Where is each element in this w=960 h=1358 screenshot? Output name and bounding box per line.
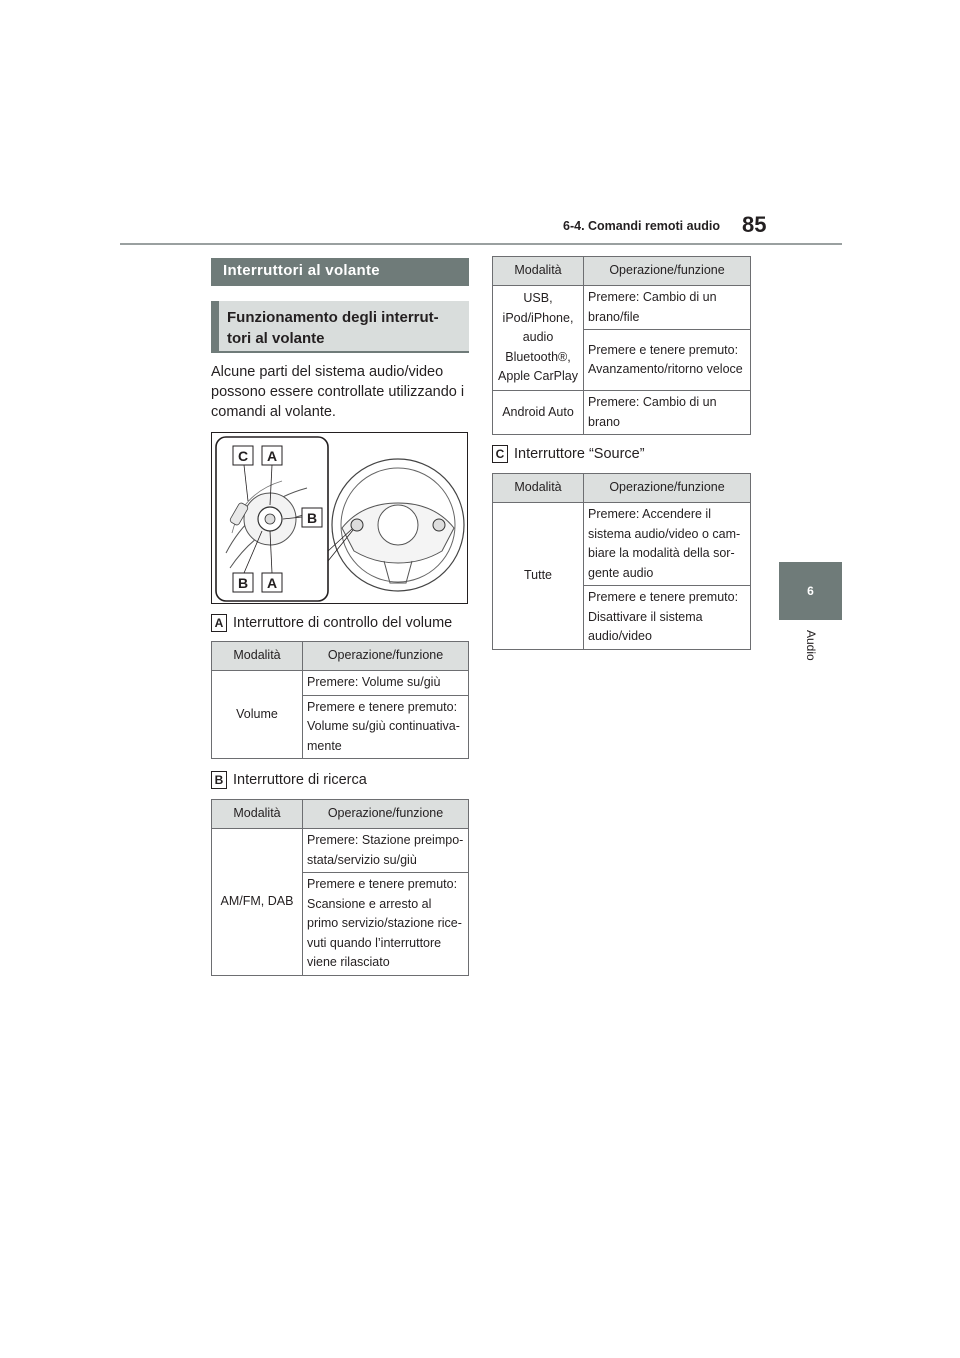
badge-c: C [492,445,508,463]
svg-text:B: B [237,575,249,591]
column-header-operation: Operazione/funzione [584,474,751,503]
chapter-tab: 6 [779,562,842,620]
column-header-operation: Operazione/funzione [303,800,469,829]
badge-b: B [211,771,227,789]
label-b-bottom [233,573,253,592]
mode-cell: Tutte [493,503,584,650]
main-heading: Interruttori al volante [211,258,469,286]
mode-cell: Android Auto [493,391,584,435]
chapter-label [779,630,842,690]
steering-wheel [328,459,464,591]
svg-text:A: A [266,575,278,591]
sub-heading: Funzionamento degli interrut-tori al volante [211,301,469,353]
section-title: 6-4. Comandi remoti audio [563,219,720,233]
operation-cell: Premere: Volume su/giù [303,671,469,696]
svg-text:A: A [266,448,278,464]
column-header-operation: Operazione/funzione [584,257,751,286]
intro-paragraph: Alcune parti del sistema audio/video possono essere controllate utilizzando i comandi al volante. [211,364,465,420]
badge-a: A [211,614,227,632]
steering-wheel-illustration [211,432,468,604]
chapter-label-text: Audio [803,630,818,661]
column-header-operation: Operazione/funzione [303,642,469,671]
label-c [233,446,253,465]
operation-cell: Premere e tenere premuto: Scansione e arresto al primo servizio/stazione rice-vuti quando l’interruttore viene rilasciato [303,873,469,976]
caption-search-switch [211,771,367,789]
mode-cell: AM/FM, DAB [212,829,303,976]
operation-cell: Premere e tenere premuto: Avanzamento/ritorno veloce [584,330,751,391]
column-header-mode: Modalità [493,474,584,503]
search-table [211,799,469,976]
operation-cell: Premere: Cambio di un brano/file [584,286,751,330]
search-table-continued [492,256,751,435]
source-table [492,473,751,650]
label-b-right [302,508,322,527]
mode-cell: Volume [212,671,303,759]
label-a-top [262,446,282,465]
volume-table [211,641,469,759]
operation-cell: Premere: Cambio di un brano [584,391,751,435]
svg-text:B: B [306,510,318,526]
page-number: 85 [742,212,767,237]
caption-source-switch [492,445,645,463]
svg-text:C: C [237,448,249,464]
label-a-bottom [262,573,282,592]
caption-text: Interruttore di controllo del volume [233,615,453,631]
mode-cell: USB, iPod/iPhone, audio Bluetooth®, Apple CarPlay [493,286,584,391]
caption-text: Interruttore “Source” [514,446,645,462]
operation-cell: Premere: Accendere il sistema audio/video o cam-biare la modalità della sor-gente audio [584,503,751,586]
operation-cell: Premere: Stazione preimpo-stata/servizio su/giù [303,829,469,873]
caption-text: Interruttore di ricerca [233,772,367,788]
column-header-mode: Modalità [212,800,303,829]
column-header-mode: Modalità [212,642,303,671]
header-divider [120,243,842,245]
operation-cell: Premere e tenere premuto: Disattivare il sistema audio/video [584,586,751,650]
column-header-mode: Modalità [493,257,584,286]
operation-cell: Premere e tenere premuto: Volume su/giù continuativa-mente [303,695,469,759]
caption-volume-switch [211,614,452,632]
